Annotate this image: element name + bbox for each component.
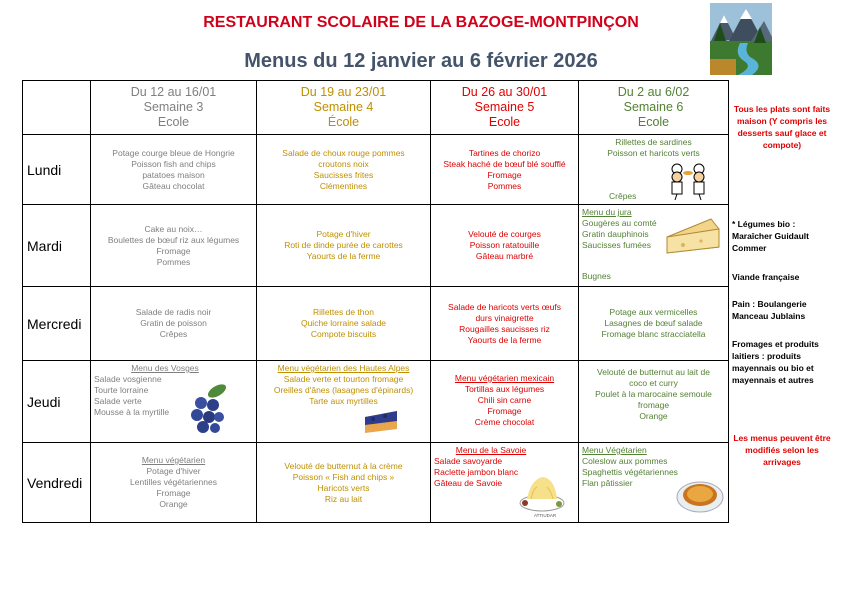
menu-theme-title: Menu végétarien des Hautes Alpes	[277, 363, 410, 373]
changes-disclaimer: Les menus peuvent être modifiés selon les arrivages	[733, 433, 831, 467]
dish: durs vinaigrette	[475, 312, 534, 323]
dish: Compote biscuits	[310, 329, 377, 339]
menu-cell	[579, 135, 729, 205]
chefs-crepes-icon	[667, 163, 711, 201]
day-label: Mercredi	[23, 287, 91, 361]
menu-cell	[257, 443, 431, 523]
cheese-icon	[663, 215, 721, 255]
dish: Poisson et haricots verts	[607, 148, 700, 158]
week-school: Ecole	[637, 115, 670, 129]
dish: Salade vosgienne	[94, 374, 162, 384]
dish: patatoes maison	[142, 169, 205, 180]
week-number: Semaine 6	[623, 100, 684, 114]
header-row	[23, 81, 729, 135]
dish: Gougères au comté	[582, 218, 657, 228]
dish: Tortillas aux légumes	[464, 384, 545, 394]
dish: Fromage	[487, 406, 522, 416]
menu-cell	[257, 361, 431, 443]
dish: Coleslow aux pommes	[582, 456, 668, 466]
day-label: Lundi	[23, 135, 91, 205]
dish: Pommes	[487, 180, 522, 191]
day-row-vendredi	[23, 443, 729, 523]
dish: Orange	[639, 411, 668, 421]
dish: Bugnes	[582, 271, 611, 281]
menu-cell	[431, 361, 579, 443]
dish: Clémentines	[319, 180, 368, 191]
dish: Yaourts de la ferme	[306, 251, 381, 261]
menu-cell	[91, 287, 257, 361]
mountain-landscape-icon	[710, 3, 772, 75]
raclette-icon	[517, 473, 567, 513]
dish: Potage d'hiver	[316, 229, 371, 239]
bread-supplier-note: Pain : Boulangerie Manceau Jublains	[732, 299, 807, 321]
dish: Saucisses frites	[313, 169, 374, 180]
week-header-1	[91, 81, 257, 135]
dish: Gâteau marbré	[475, 251, 534, 261]
page-subtitle: Menus du 12 janvier au 6 février 2026	[244, 50, 598, 72]
dish: Yaourts de la ferme	[467, 334, 542, 345]
week-number: Semaine 4	[313, 100, 374, 114]
dish: Poisson fish and chips	[131, 158, 216, 169]
dish: Quiche lorraine salade	[300, 318, 387, 328]
week-school: École	[327, 115, 360, 129]
dish: Roti de dinde purée de carottes	[284, 240, 403, 250]
week-school: Ecole	[488, 115, 521, 129]
menu-theme-title: Menu des Vosges	[131, 363, 199, 373]
menu-cell	[257, 135, 431, 205]
dish: Spaghettis végétariennes	[582, 467, 678, 477]
menu-cell	[431, 135, 579, 205]
menu-cell	[257, 287, 431, 361]
dish: Salade savoyarde	[434, 456, 503, 466]
dish: Salade de haricots verts œufs	[448, 301, 561, 312]
day-row-mardi	[23, 205, 729, 287]
dish: Riz au lait	[324, 493, 363, 504]
menu-cell	[579, 361, 729, 443]
menu-theme-title: Menu végétarien	[141, 455, 206, 465]
dish: Poisson ratatouille	[469, 240, 540, 250]
dish: Poulet à la marocaine semoule	[595, 389, 712, 399]
homemade-note: Tous les plats sont faits maison (Y compris les desserts sauf glace et compote)	[733, 104, 831, 150]
menu-cell	[91, 443, 257, 523]
dish: Fromage	[487, 169, 522, 180]
week-header-4	[579, 81, 729, 135]
blueberry-tart-icon	[361, 407, 401, 437]
week-dates: Du 26 au 30/01	[461, 85, 548, 99]
dish: Haricots verts	[317, 482, 370, 493]
dish: Rillettes de sardines	[615, 137, 692, 147]
week-number: Semaine 3	[143, 100, 204, 114]
dish: Tartines de chorizo	[468, 147, 541, 158]
day-label: Mardi	[23, 205, 91, 287]
menu-cell	[579, 205, 729, 287]
menu-theme-title: Menu végétarien mexicain	[454, 373, 555, 383]
dish: Boulettes de bœuf riz aux légumes	[107, 234, 240, 245]
day-row-jeudi	[23, 361, 729, 443]
week-header-3	[431, 81, 579, 135]
dish: Potage d'hiver	[146, 466, 201, 476]
dish: Salade de choux rouge pommes	[282, 147, 405, 158]
meat-origin-note: Viande française	[732, 272, 800, 282]
dish: Mousse à la myrtille	[94, 407, 170, 417]
dish: Fromage	[156, 245, 191, 256]
dish: Crêpes	[159, 329, 188, 339]
menu-theme-title: Menu Végétarien	[582, 445, 647, 455]
dish: Velouté de butternut à la crème	[284, 460, 403, 471]
dish: Crêpes	[609, 191, 637, 201]
menu-cell	[91, 205, 257, 287]
week-dates: Du 2 au 6/02	[617, 85, 690, 99]
dish: Potage aux vermicelles	[609, 307, 698, 317]
image-caption: ATTIUDAR	[534, 513, 557, 518]
dish: Steak haché de bœuf blé soufflé	[443, 158, 566, 169]
menu-cell	[91, 135, 257, 205]
dish: Poisson « Fish and chips »	[292, 471, 395, 482]
menu-theme-title: Menu de la Savoie	[455, 445, 527, 455]
dish: Fromage blanc stracciatella	[601, 329, 706, 339]
dish: Lentilles végétariennes	[130, 477, 217, 487]
dish: Velouté de courges	[468, 229, 541, 239]
flan-icon	[675, 475, 725, 515]
dish: coco et curry	[629, 378, 678, 388]
dish: Raclette jambon blanc	[434, 467, 519, 477]
menu-theme-title: Menu du jura	[582, 207, 632, 217]
dish: croutons noix	[318, 158, 369, 169]
dish: Salade verte et tourton fromage	[283, 374, 404, 384]
dish: Gratin de poisson	[140, 318, 207, 328]
day-row-lundi	[23, 135, 729, 205]
dish: Pommes	[156, 256, 191, 267]
menu-cell	[431, 443, 579, 523]
menu-cell	[91, 361, 257, 443]
week-header-2	[257, 81, 431, 135]
menu-table	[22, 80, 729, 523]
menu-cell	[257, 205, 431, 287]
dish: Tarte aux myrtilles	[309, 396, 378, 406]
dish: Salade de radis noir	[135, 307, 212, 317]
page-title: RESTAURANT SCOLAIRE DE LA BAZOGE-MONTPINÇON	[203, 14, 639, 31]
dish: Lasagnes de bœuf salade	[604, 318, 703, 328]
week-dates: Du 19 au 23/01	[300, 85, 387, 99]
dish: Orange	[159, 499, 188, 509]
menu-cell	[431, 205, 579, 287]
day-row-mercredi	[23, 287, 729, 361]
dairy-note: Fromages et produits laitiers : produits mayennais ou bio et mayennais et autres	[732, 339, 819, 385]
dish: Gratin dauphinois	[582, 229, 649, 239]
day-label: Jeudi	[23, 361, 91, 443]
menu-cell	[579, 443, 729, 523]
dish: Gâteau de Savoie	[434, 478, 503, 488]
dish: Oreilles d'ânes (lasagnes d'épinards)	[273, 385, 414, 395]
dish: Rillettes de thon	[313, 307, 374, 317]
dish: Crème chocolat	[474, 417, 535, 427]
dish: Gâteau chocolat	[142, 180, 205, 191]
dish: Fromage	[156, 488, 191, 498]
dish: Potage courge bleue de Hongrie	[112, 147, 235, 158]
dish: Tourte lorraine	[94, 385, 149, 395]
dish: Chili sin carne	[477, 395, 532, 405]
day-label: Vendredi	[23, 443, 91, 523]
week-school: Ecole	[157, 115, 190, 129]
week-number: Semaine 5	[474, 100, 535, 114]
dish: fromage	[637, 400, 670, 410]
menu-cell	[431, 287, 579, 361]
dish: Salade verte	[94, 396, 142, 406]
dish: Velouté de butternut au lait de	[597, 367, 710, 377]
dish: Cake au noix…	[144, 223, 203, 234]
menu-cell	[579, 287, 729, 361]
dish: Flan pâtissier	[582, 478, 633, 488]
organic-vegetables-note: * Légumes bio : Maraîcher Guidault Commer	[732, 219, 809, 253]
header-corner	[23, 81, 91, 135]
week-dates: Du 12 au 16/01	[130, 85, 217, 99]
dish: Rougailles saucisses riz	[459, 323, 550, 334]
blueberries-icon	[187, 381, 231, 435]
dish: Saucisses fumées	[582, 240, 651, 250]
